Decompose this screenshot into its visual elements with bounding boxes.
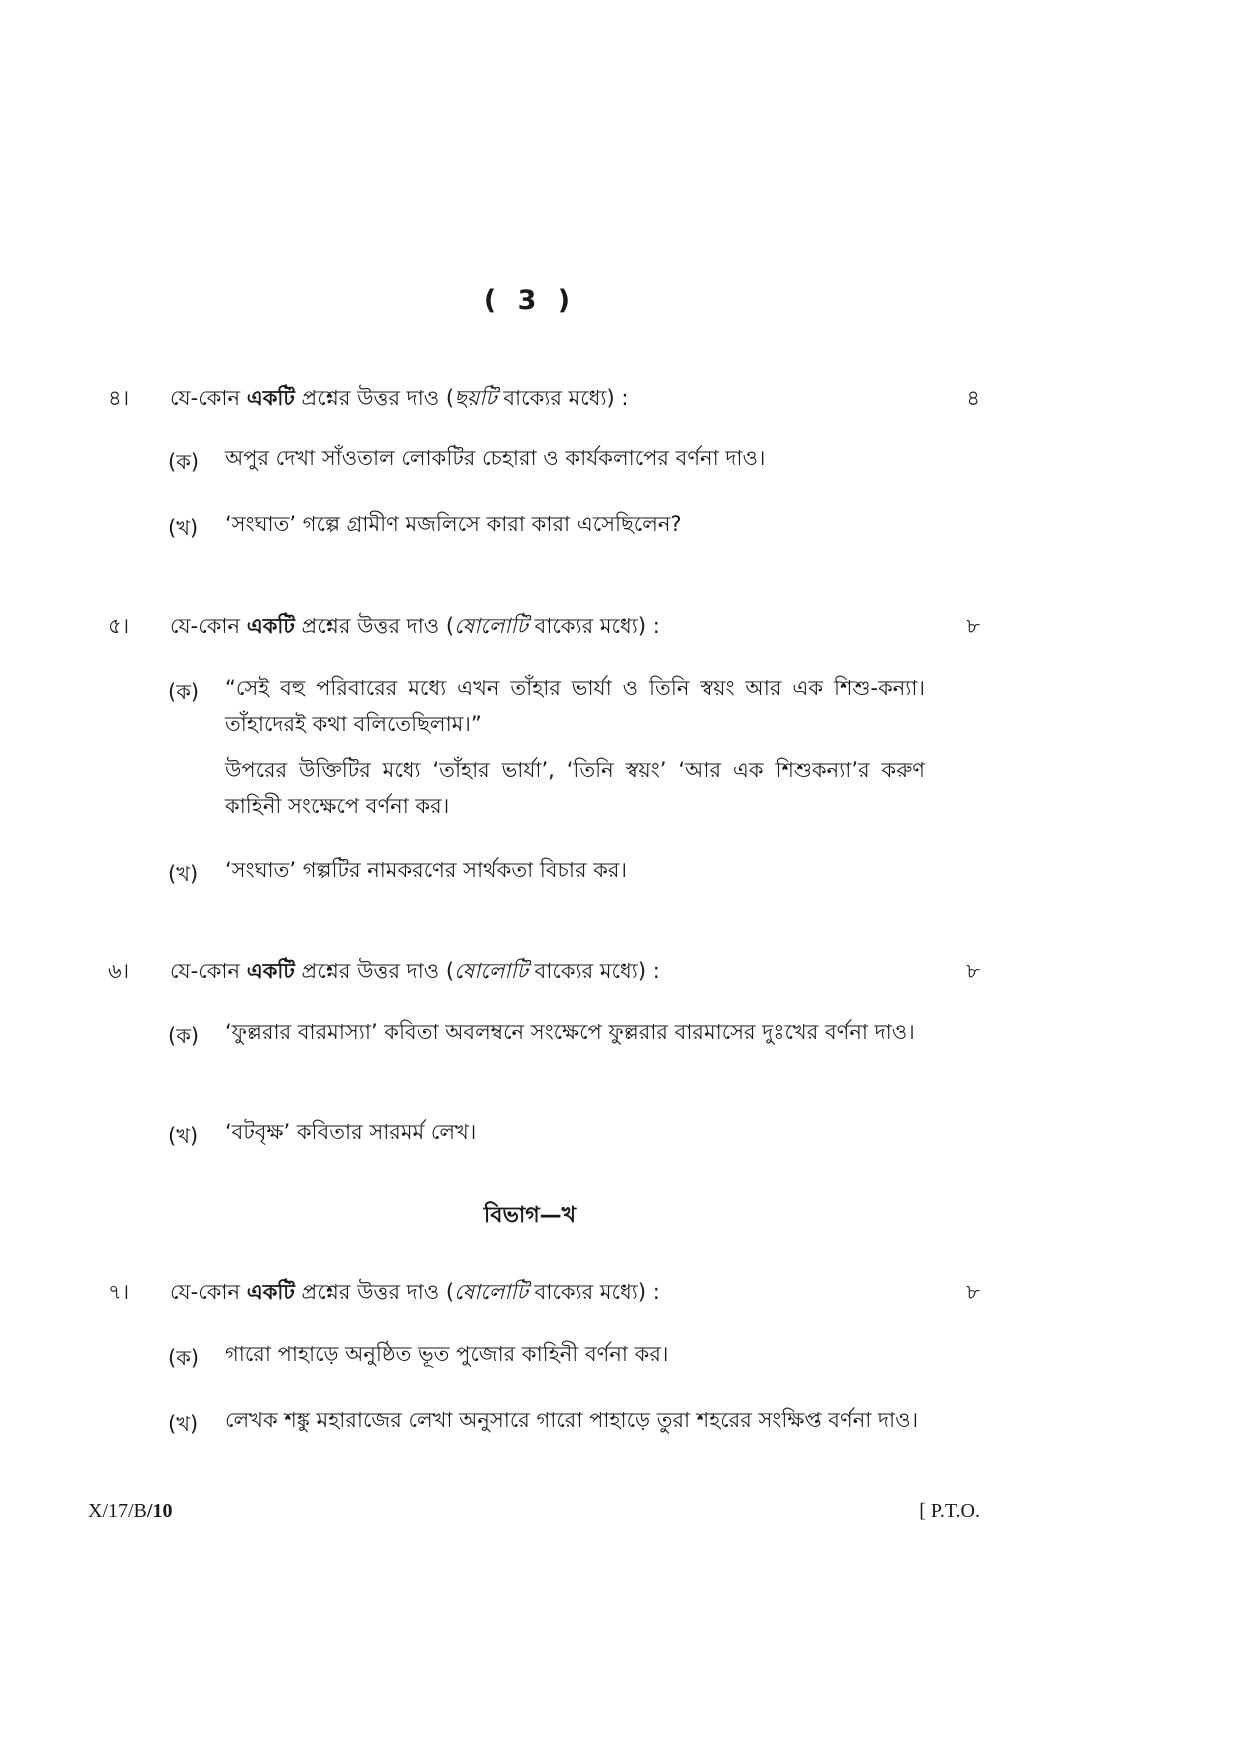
question-instruction: যে-কোন একটি প্রশ্নের উত্তর দাও (ছয়টি বাক্যের মধ্যে) :	[170, 386, 629, 410]
question-instruction: যে-কোন একটি প্রশ্নের উত্তর দাও (ষোলোটি বাক্যের মধ্যে) :	[170, 614, 660, 638]
option-label: (খ)	[168, 1124, 199, 1148]
question-marks: ৮	[966, 959, 980, 983]
option-label: (ক)	[168, 1024, 200, 1048]
option-label: (খ)	[168, 1412, 199, 1436]
question-marks: ৪	[966, 386, 980, 410]
option-text: অপুর দেখা সাঁওতাল লোকটির চেহারা ও কার্যকলাপের বর্ণনা দাও।	[225, 446, 766, 470]
question-number: ৬।	[108, 959, 130, 983]
option-text-continued: উপরের উক্তিটির মধ্যে ‘তাঁহার ভার্যা’, ‘তিনি স্বয়ং’ ‘আর এক শিশুকন্যা’র করুণ কাহিনী সংক্ষেপে বর্ণনা কর।	[225, 758, 925, 818]
question-instruction: যে-কোন একটি প্রশ্নের উত্তর দাও (ষোলোটি বাক্যের মধ্যে) :	[170, 1280, 660, 1304]
question-marks: ৮	[966, 614, 980, 638]
option-label: (ক)	[168, 1346, 200, 1370]
question-number: ৫।	[108, 614, 130, 638]
option-text: ‘বটবৃক্ষ’ কবিতার সারমর্ম লেখ।	[225, 1120, 477, 1144]
option-text: ‘সংঘাত’ গল্পে গ্রামীণ মজলিসে কারা কারা এসেছিলেন?	[225, 512, 682, 536]
paper-code: X/17/B/10	[88, 1500, 173, 1522]
question-instruction: যে-কোন একটি প্রশ্নের উত্তর দাও (ষোলোটি বাক্যের মধ্যে) :	[170, 959, 660, 983]
option-text: গারো পাহাড়ে অনুষ্ঠিত ভূত পুজোর কাহিনী বর্ণনা কর।	[225, 1342, 669, 1366]
question-marks: ৮	[966, 1280, 980, 1304]
option-label: (ক)	[168, 450, 200, 474]
question-number: ৭।	[108, 1280, 130, 1304]
question-number: ৪।	[108, 386, 130, 410]
option-text: ‘সংঘাত’ গল্পটির নামকরণের সার্থকতা বিচার কর।	[225, 858, 627, 882]
option-text: ‘ফুল্লরার বারমাস্যা’ কবিতা অবলম্বনে সংক্ষেপে ফুল্লরার বারমাসের দুঃখের বর্ণনা দাও।	[225, 1020, 915, 1044]
option-label: (খ)	[168, 862, 199, 886]
option-label: (ক)	[168, 680, 200, 704]
pto-label: [ P.T.O.	[919, 1500, 980, 1522]
page-number: ( 3 )	[483, 285, 577, 316]
section-heading: বিভাগ—খ	[483, 1203, 577, 1228]
option-label: (খ)	[168, 516, 199, 540]
option-text: লেখক শঙ্কু মহারাজের লেখা অনুসারে গারো পাহাড়ে তুরা শহরের সংক্ষিপ্ত বর্ণনা দাও।	[225, 1408, 919, 1432]
option-text: “সেই বহু পরিবারের মধ্যে এখন তাঁহার ভার্যা ও তিনি স্বয়ং আর এক শিশু-কন্যা। তাঁহাদেরই কথা বলিতেছিলাম।”	[225, 676, 925, 736]
